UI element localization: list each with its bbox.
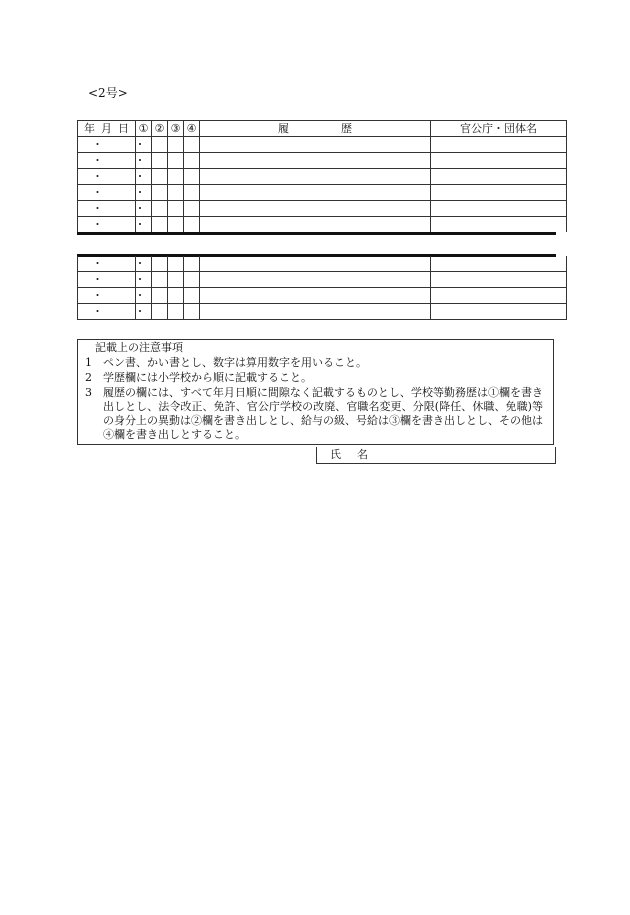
note-text: 履歴の欄には、すべて年月日順に間隙なく記載するものとし、学校等勤務歴は①欄を書き出しとし、法令改正、免許、官公庁学校の改廃、官職名変更、分限(降任、休職、免職)等の身分上の異動は②欄を書き出しとし、給与の級、号給は③欄を書き出しとし、その他は④欄を書き出しとすること。: [103, 386, 543, 441]
organization-cell[interactable]: [431, 201, 567, 217]
mark-3-cell[interactable]: [168, 153, 184, 169]
mark-3-cell[interactable]: [168, 185, 184, 201]
note-item: [85, 356, 553, 370]
note-item: [85, 386, 553, 442]
history-cell[interactable]: [200, 185, 431, 201]
mark-4-header: ④: [184, 121, 200, 137]
table-row: [78, 169, 567, 185]
organization-cell[interactable]: [431, 256, 567, 272]
date-cell: ・ ・: [78, 169, 136, 185]
table-row: [78, 185, 567, 201]
organization-cell[interactable]: [431, 137, 567, 153]
mark-4-cell[interactable]: [184, 217, 200, 233]
date-cell: ・ ・: [78, 153, 136, 169]
table-row: [78, 217, 567, 233]
history-cell[interactable]: [200, 153, 431, 169]
mark-3-header: ③: [168, 121, 184, 137]
table-row: [78, 201, 567, 217]
organization-cell[interactable]: [431, 217, 567, 233]
mark-4-cell[interactable]: [184, 153, 200, 169]
mark-1-header: ①: [136, 121, 152, 137]
signature-field[interactable]: [316, 447, 556, 464]
table-row: [78, 304, 567, 320]
mark-3-cell[interactable]: [168, 304, 184, 320]
note-item: [85, 371, 553, 385]
date-cell: ・ ・: [78, 217, 136, 233]
organization-header: 官公庁・団体名: [431, 121, 567, 137]
history-header: 履 歴: [200, 121, 431, 137]
table-header-row: [78, 121, 567, 137]
note-number: 3: [85, 386, 92, 399]
table-row: [78, 137, 567, 153]
note-text: 学歴欄には小学校から順に記載すること。: [103, 371, 312, 384]
mark-3-cell[interactable]: [168, 169, 184, 185]
date-cell: ・ ・: [78, 272, 136, 288]
date-cell: ・ ・: [78, 288, 136, 304]
signature-label-char-1: 氏: [330, 448, 341, 461]
table-row: [78, 288, 567, 304]
history-cell[interactable]: [200, 201, 431, 217]
notes-box: [77, 339, 554, 445]
date-cell: ・ ・: [78, 304, 136, 320]
mark-4-cell[interactable]: [184, 272, 200, 288]
section-divider-top: [77, 232, 556, 235]
mark-4-cell[interactable]: [184, 137, 200, 153]
mark-4-cell[interactable]: [184, 169, 200, 185]
note-number: 2: [85, 371, 92, 384]
history-table-lower: [77, 256, 567, 320]
notes-title: 記載上の注意事項: [95, 341, 183, 354]
history-table-upper: [77, 120, 567, 232]
mark-3-cell[interactable]: [168, 217, 184, 233]
organization-cell[interactable]: [431, 288, 567, 304]
mark-4-cell[interactable]: [184, 256, 200, 272]
table-row: [78, 256, 567, 272]
date-cell: ・ ・: [78, 185, 136, 201]
mark-2-header: ②: [152, 121, 168, 137]
organization-cell[interactable]: [431, 272, 567, 288]
table-row: [78, 272, 567, 288]
date-cell: ・ ・: [78, 201, 136, 217]
history-cell[interactable]: [200, 256, 431, 272]
note-text: ペン書、かい書とし、数字は算用数字を用いること。: [103, 356, 367, 369]
signature-label-char-2: 名: [357, 448, 368, 461]
organization-cell[interactable]: [431, 304, 567, 320]
history-cell[interactable]: [200, 272, 431, 288]
history-cell[interactable]: [200, 304, 431, 320]
organization-cell[interactable]: [431, 169, 567, 185]
organization-cell[interactable]: [431, 185, 567, 201]
mark-4-cell[interactable]: [184, 185, 200, 201]
mark-3-cell[interactable]: [168, 201, 184, 217]
mark-4-cell[interactable]: [184, 201, 200, 217]
organization-cell[interactable]: [431, 153, 567, 169]
history-cell[interactable]: [200, 169, 431, 185]
mark-4-cell[interactable]: [184, 304, 200, 320]
mark-4-cell[interactable]: [184, 288, 200, 304]
history-cell[interactable]: [200, 137, 431, 153]
date-cell: ・ ・: [78, 137, 136, 153]
note-number: 1: [85, 356, 92, 369]
history-cell[interactable]: [200, 288, 431, 304]
history-cell[interactable]: [200, 217, 431, 233]
date-header: 年 月 日: [78, 121, 136, 137]
date-cell: ・ ・: [78, 256, 136, 272]
mark-3-cell[interactable]: [168, 288, 184, 304]
table-row: [78, 153, 567, 169]
mark-3-cell[interactable]: [168, 137, 184, 153]
mark-3-cell[interactable]: [168, 256, 184, 272]
mark-3-cell[interactable]: [168, 272, 184, 288]
form-number: <2号>: [88, 86, 128, 100]
